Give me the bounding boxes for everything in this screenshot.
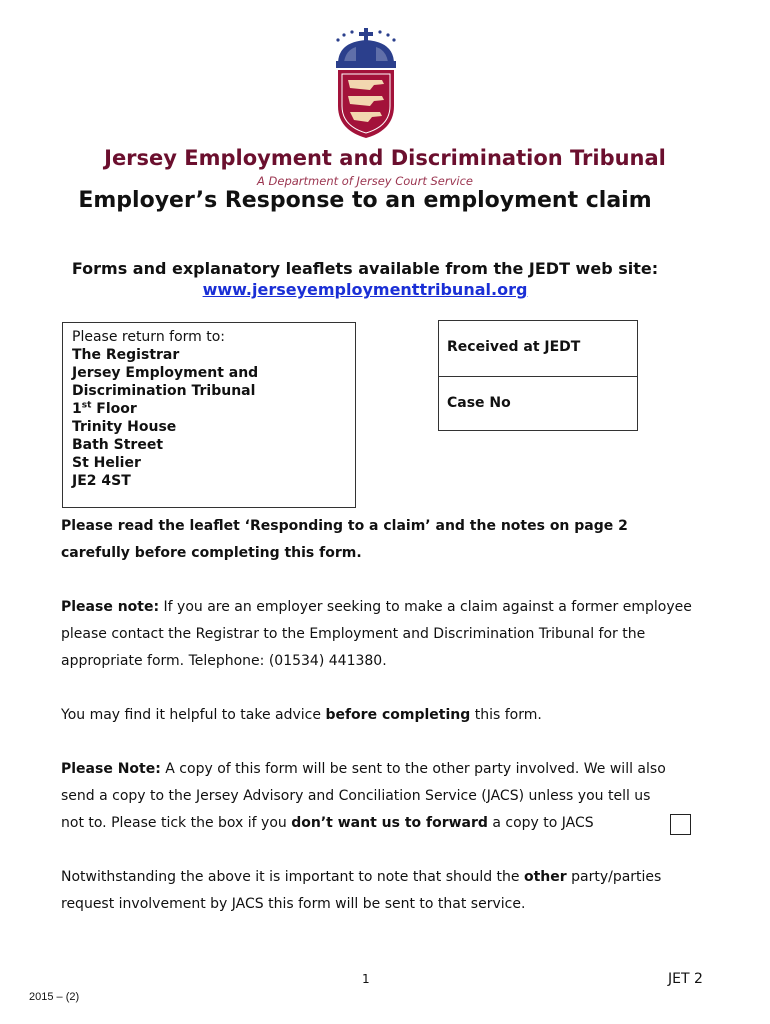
jersey-crest-logo (330, 28, 402, 140)
other-bold: other (523, 869, 567, 885)
note-label: Please Note: (61, 761, 161, 777)
note-label: Please note: (61, 599, 160, 615)
case-number-field: Case No (439, 376, 637, 431)
forms-notice: Forms and explanatory leaflets available from the JEDT web site: (71, 259, 659, 278)
department-subtitle: A Department of Jersey Court Service (257, 174, 473, 188)
address-line: Bath Street (72, 437, 164, 453)
website-link[interactable]: www.jerseyemploymenttribunal.org (202, 280, 528, 299)
address-line: The Registrar (72, 347, 180, 363)
office-use-box (438, 320, 638, 431)
floor-ordinal: st (81, 400, 92, 411)
return-intro: Please return form to: (72, 329, 226, 345)
notwithstanding-note (61, 864, 701, 918)
shield-icon (338, 70, 394, 138)
advice-text-post: this form. (470, 707, 542, 723)
dont-forward-bold: don’t want us to forward (291, 815, 488, 831)
note-text: If you are an employer seeking to make a claim against a former employee please contact the Registrar to the Employment and Discrimination Tribunal for the appropriate form. Telephone: (01534) 441380. (61, 599, 692, 669)
advice-bold: before completing (325, 707, 471, 723)
address-line: Trinity House (72, 419, 177, 435)
address-line: Jersey Employment and (72, 365, 259, 381)
form-version: 2015 – (2) (29, 991, 80, 1003)
note-text-post: a copy to JACS (487, 815, 594, 831)
form-title: Employer’s Response to an employment claim (78, 188, 652, 213)
form-code: JET 2 (668, 971, 703, 987)
address-floor (72, 400, 346, 418)
notwith-text-pre: Notwithstanding the above it is important to note that should the (61, 869, 524, 885)
address-line: St Helier (72, 455, 141, 471)
jacs-forward-note (61, 756, 673, 837)
note-text: A copy of this form will be sent to the other party involved. We will also send a copy to the Jersey Advisory and Conciliation Service (JACS) unless you tell us not to. Please tick the box if you (61, 761, 666, 831)
tribunal-name: Jersey Employment and Discrimination Tribunal (104, 146, 666, 170)
floor-word: Floor (91, 401, 137, 417)
advice-text-pre: You may find it helpful to take advice (61, 707, 326, 723)
notwith-text-post: party/parties request involvement by JACS this form will be sent to that service. (61, 869, 662, 912)
read-leaflet-instruction: Please read the leaflet ‘Responding to a claim’ and the notes on page 2 carefully before completing this form. (61, 518, 628, 561)
received-at-jedt-field: Received at JEDT (447, 339, 581, 355)
floor-number: 1 (72, 401, 82, 417)
return-address-box (62, 322, 356, 508)
address-line: JE2 4ST (72, 473, 131, 489)
advice-note (61, 702, 701, 729)
employer-claim-note (61, 594, 701, 675)
crown-icon (336, 28, 396, 68)
address-line: Discrimination Tribunal (72, 383, 256, 399)
page-number: 1 (362, 972, 370, 986)
dont-forward-to-jacs-checkbox[interactable] (670, 814, 691, 835)
